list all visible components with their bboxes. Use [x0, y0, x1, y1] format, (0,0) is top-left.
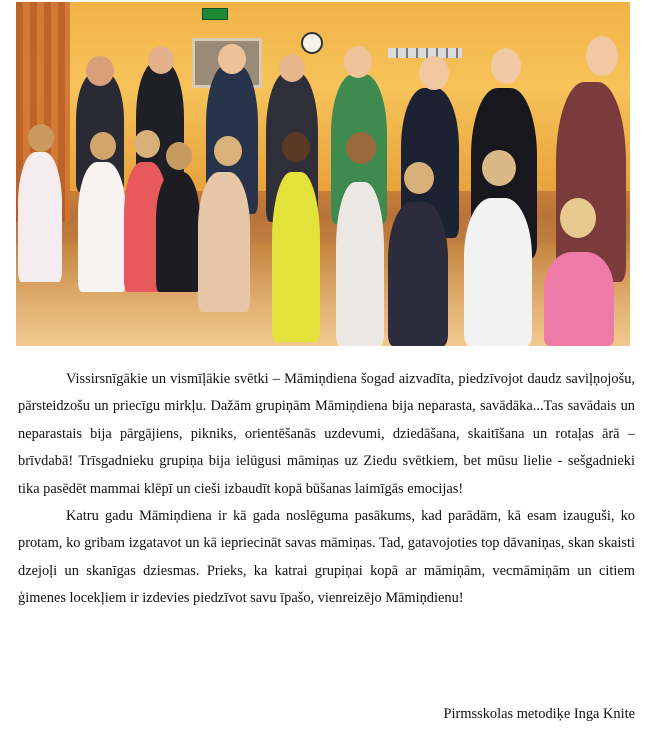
child-figure — [156, 172, 200, 292]
child-figure — [198, 172, 250, 312]
child-figure — [272, 172, 320, 342]
adult-head — [344, 46, 372, 78]
child-head — [214, 136, 242, 166]
child-figure — [78, 162, 126, 292]
child-head — [166, 142, 192, 170]
child-head — [346, 132, 376, 164]
child-head — [90, 132, 116, 160]
article-paragraph-2: Katru gadu Māmiņdiena ir kā gada noslēguma pasākums, kad parādām, kā esam izauguši, ko protam, ko gribam izgatavot un kā iepriecināt savas māmiņas. Tad, gatavojoties top dāvaniņas, skan skaisti dzejoļi un skanīgas dziesmas. Prieks, ka katrai grupiņai kopā ar māmiņām, vecmāmiņām un citiem ģimenes locekļiem ir izdevies piedzīvot savu īpašo, vienreizējo Māmiņdienu! — [18, 508, 635, 607]
adult-head — [586, 36, 618, 76]
event-photo — [16, 2, 630, 346]
author-signature: Pirmsskolas metodiķe Inga Knite — [443, 706, 635, 722]
wall-clock — [301, 32, 323, 54]
adult-head — [419, 56, 449, 90]
adult-head — [86, 56, 114, 86]
child-head — [560, 198, 596, 238]
adult-head — [148, 46, 174, 74]
article-body — [18, 366, 635, 613]
child-head — [134, 130, 160, 158]
child-figure — [336, 182, 384, 346]
adult-head — [491, 48, 521, 84]
child-head — [404, 162, 434, 194]
adult-head — [218, 44, 246, 74]
child-figure — [464, 198, 532, 346]
adult-head — [279, 54, 305, 82]
photo-shelf — [388, 48, 462, 58]
child-figure — [544, 252, 614, 346]
child-head — [282, 132, 310, 162]
child-figure — [388, 202, 448, 346]
exit-sign — [202, 8, 228, 20]
child-head — [482, 150, 516, 186]
child-figure — [18, 152, 62, 282]
child-head — [28, 124, 54, 152]
article-paragraph-1: Vissirsnīgākie un vismīļākie svētki – Māmiņdiena šogad aizvadīta, piedzīvojot daudz saviļņojošu, pārsteidzošu un priecīgu mirkļu. Dažām grupiņām Māmiņdiena bija neparasta, savādāka...Tas savādais un neparastais bija pārgājiens, pikniks, orientēšanās uzdevumi, dziedāšana, skaitīšana un rotaļas ārā – brīvdabā! Trīsgadnieku grupiņa bija ielūgusi māmiņas uz Ziedu svētkiem, bet mūsu lielie - sešgadnieki tika pasēdēt mammai klēpī un cieši izbaudīt kopā būšanas laimīgās emocijas! — [18, 371, 635, 497]
